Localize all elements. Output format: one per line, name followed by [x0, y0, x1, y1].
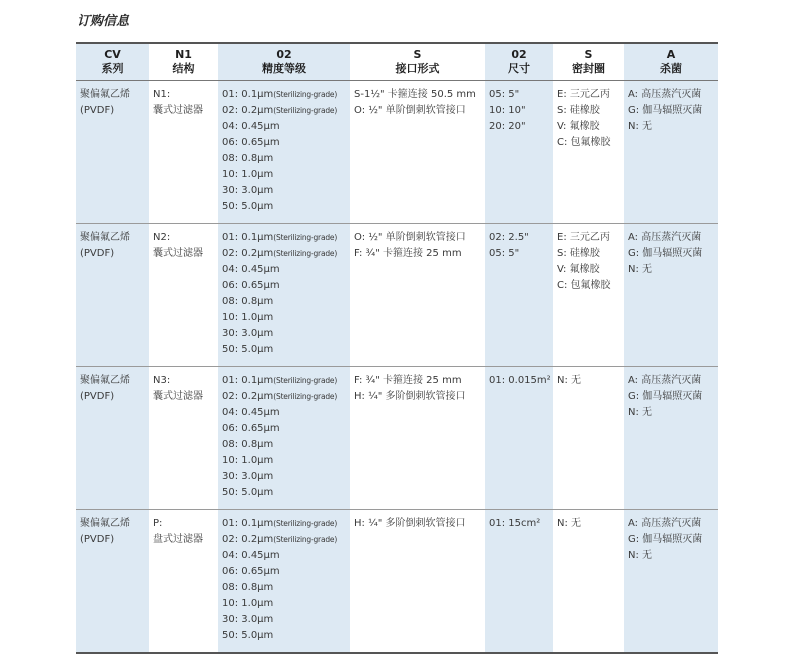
structure-cell: [149, 510, 218, 654]
series-cell: [76, 510, 149, 654]
precision-cell: [218, 81, 350, 224]
cell-line: 08: 0.8μm: [222, 439, 274, 450]
cell-line: 30: 3.0μm: [222, 471, 274, 482]
header-label: 精度等级: [262, 62, 306, 75]
cell-line: S-1½" 卡箍连接 50.5 mm: [354, 89, 476, 100]
series-header: [76, 43, 149, 81]
cell-line: E: 三元乙丙: [557, 232, 610, 243]
cell-line: 08: 0.8μm: [222, 296, 274, 307]
cell-line: 聚偏氟乙烯: [80, 89, 130, 100]
cell-line: 10: 1.0μm: [222, 598, 274, 609]
cell-line: 02: 2.5": [489, 232, 529, 243]
cell-line: N1:: [153, 89, 171, 100]
cell-line: G: 伽马辐照灭菌: [628, 105, 703, 116]
cell-line: E: 三元乙丙: [557, 89, 610, 100]
cell-line: 06: 0.65μm: [222, 423, 280, 434]
cell-line: 04: 0.45μm: [222, 121, 280, 132]
cell-line: 01: 0.1μm(Sterilizing-grade): [222, 375, 338, 386]
cell-line: 10: 1.0μm: [222, 169, 274, 180]
structure-header: [149, 43, 218, 81]
cell-line: H: ¼" 多阶倒刺软管接口: [354, 518, 466, 529]
cell-line: (PVDF): [80, 391, 115, 402]
grade-note: (Sterilizing-grade): [273, 535, 338, 544]
cell-line: 02: 0.2μm(Sterilizing-grade): [222, 534, 338, 545]
interface-cell: [350, 81, 485, 224]
series-cell: [76, 224, 149, 367]
cell-line: N: 无: [557, 375, 582, 386]
table-row: [76, 81, 718, 224]
precision-cell: [218, 510, 350, 654]
table-row: [76, 224, 718, 367]
size-cell: [485, 510, 553, 654]
interface-cell: [350, 510, 485, 654]
cell-line: 04: 0.45μm: [222, 407, 280, 418]
cell-line: 02: 0.2μm(Sterilizing-grade): [222, 248, 338, 259]
interface-cell: [350, 224, 485, 367]
seal-cell: [553, 367, 624, 510]
cell-line: N: 无: [628, 264, 653, 275]
precision-cell: [218, 224, 350, 367]
header-code: S: [584, 48, 593, 61]
cell-line: 02: 0.2μm(Sterilizing-grade): [222, 391, 338, 402]
header-label: 杀菌: [660, 62, 682, 75]
series-cell: [76, 81, 149, 224]
cell-line: 08: 0.8μm: [222, 153, 274, 164]
header-row: [76, 43, 718, 81]
cell-line: 10: 1.0μm: [222, 312, 274, 323]
cell-line: F: ¾" 卡箍连接 25 mm: [354, 375, 462, 386]
cell-line: H: ¼" 多阶倒刺软管接口: [354, 391, 466, 402]
cell-line: O: ½" 单阶倒刺软管接口: [354, 232, 466, 243]
interface-header: [350, 43, 485, 81]
cell-line: V: 氟橡胶: [557, 264, 600, 275]
header-label: 系列: [101, 62, 124, 75]
grade-note: (Sterilizing-grade): [273, 233, 338, 242]
header-label: 尺寸: [508, 62, 530, 75]
cell-line: 10: 10": [489, 105, 526, 116]
cell-line: 50: 5.0μm: [222, 344, 274, 355]
cell-line: N: 无: [628, 121, 653, 132]
cell-line: A: 高压蒸汽灭菌: [628, 375, 702, 386]
cell-line: 聚偏氟乙烯: [80, 375, 130, 386]
cell-line: 20: 20": [489, 121, 526, 132]
cell-line: 02: 0.2μm(Sterilizing-grade): [222, 105, 338, 116]
cell-line: 50: 5.0μm: [222, 487, 274, 498]
seal-cell: [553, 224, 624, 367]
cell-line: 盘式过滤器: [153, 534, 203, 545]
header-code: CV: [104, 48, 121, 61]
header-code: 02: [511, 48, 527, 61]
structure-cell: [149, 224, 218, 367]
size-header: [485, 43, 553, 81]
cell-line: 50: 5.0μm: [222, 630, 274, 641]
cell-line: A: 高压蒸汽灭菌: [628, 232, 702, 243]
cell-line: 04: 0.45μm: [222, 550, 280, 561]
grade-note: (Sterilizing-grade): [273, 249, 338, 258]
cell-line: C: 包氟橡胶: [557, 280, 611, 291]
cell-line: C: 包氟橡胶: [557, 137, 611, 148]
cell-line: 04: 0.45μm: [222, 264, 280, 275]
cell-line: 05: 5": [489, 248, 520, 259]
cell-line: V: 氟橡胶: [557, 121, 600, 132]
table-row: [76, 367, 718, 510]
cell-line: 01: 0.1μm(Sterilizing-grade): [222, 232, 338, 243]
cell-line: (PVDF): [80, 248, 115, 259]
cell-line: 06: 0.65μm: [222, 280, 280, 291]
cell-line: N: 无: [628, 550, 653, 561]
header-code: A: [666, 48, 676, 61]
interface-cell: [350, 367, 485, 510]
size-cell: [485, 367, 553, 510]
cell-line: (PVDF): [80, 534, 115, 545]
cell-line: A: 高压蒸汽灭菌: [628, 89, 702, 100]
sterilization-cell: [624, 224, 718, 367]
table-row: [76, 510, 718, 654]
cell-line: 08: 0.8μm: [222, 582, 274, 593]
cell-line: G: 伽马辐照灭菌: [628, 248, 703, 259]
cell-line: G: 伽马辐照灭菌: [628, 534, 703, 545]
cell-line: A: 高压蒸汽灭菌: [628, 518, 702, 529]
cell-line: 01: 0.1μm(Sterilizing-grade): [222, 89, 338, 100]
header-label: 接口形式: [395, 62, 440, 75]
precision-header: [218, 43, 350, 81]
header-code: N1: [175, 48, 192, 61]
cell-line: 30: 3.0μm: [222, 185, 274, 196]
precision-cell: [218, 367, 350, 510]
header-code: 02: [276, 48, 292, 61]
size-cell: [485, 81, 553, 224]
cell-line: S: 硅橡胶: [557, 105, 600, 116]
grade-note: (Sterilizing-grade): [273, 392, 338, 401]
cell-line: 06: 0.65μm: [222, 137, 280, 148]
cell-line: 30: 3.0μm: [222, 328, 274, 339]
table-header: [76, 43, 718, 81]
seal-cell: [553, 81, 624, 224]
cell-line: F: ¾" 卡箍连接 25 mm: [354, 248, 462, 259]
structure-cell: [149, 81, 218, 224]
cell-line: N2:: [153, 232, 171, 243]
cell-line: P:: [153, 518, 163, 529]
seal-header: [553, 43, 624, 81]
seal-cell: [553, 510, 624, 654]
cell-line: 01: 0.015m²: [489, 375, 551, 386]
table-body: [76, 81, 718, 654]
cell-line: G: 伽马辐照灭菌: [628, 391, 703, 402]
sterilization-cell: [624, 367, 718, 510]
grade-note: (Sterilizing-grade): [273, 376, 338, 385]
cell-line: 囊式过滤器: [153, 105, 203, 116]
cell-line: 囊式过滤器: [153, 248, 203, 259]
cell-line: 01: 15cm²: [489, 518, 541, 529]
cell-line: N: 无: [557, 518, 582, 529]
header-code: S: [413, 48, 422, 61]
cell-line: 50: 5.0μm: [222, 201, 274, 212]
header-label: 密封圈: [572, 62, 605, 75]
header-label: 结构: [172, 62, 195, 75]
cell-line: 06: 0.65μm: [222, 566, 280, 577]
sterilization-cell: [624, 510, 718, 654]
sterilization-cell: [624, 81, 718, 224]
cell-line: S: 硅橡胶: [557, 248, 600, 259]
cell-line: 10: 1.0μm: [222, 455, 274, 466]
cell-line: 聚偏氟乙烯: [80, 518, 130, 529]
structure-cell: [149, 367, 218, 510]
grade-note: (Sterilizing-grade): [273, 106, 338, 115]
cell-line: (PVDF): [80, 105, 115, 116]
cell-line: 01: 0.1μm(Sterilizing-grade): [222, 518, 338, 529]
ordering-table: [76, 42, 718, 654]
page-title: 订购信息: [77, 14, 130, 29]
size-cell: [485, 224, 553, 367]
cell-line: N3:: [153, 375, 171, 386]
cell-line: 囊式过滤器: [153, 391, 203, 402]
cell-line: 聚偏氟乙烯: [80, 232, 130, 243]
grade-note: (Sterilizing-grade): [273, 519, 338, 528]
cell-line: N: 无: [628, 407, 653, 418]
cell-line: O: ½" 单阶倒刺软管接口: [354, 105, 466, 116]
cell-line: 05: 5": [489, 89, 520, 100]
cell-line: 30: 3.0μm: [222, 614, 274, 625]
sterilization-header: [624, 43, 718, 81]
grade-note: (Sterilizing-grade): [273, 90, 338, 99]
series-cell: [76, 367, 149, 510]
